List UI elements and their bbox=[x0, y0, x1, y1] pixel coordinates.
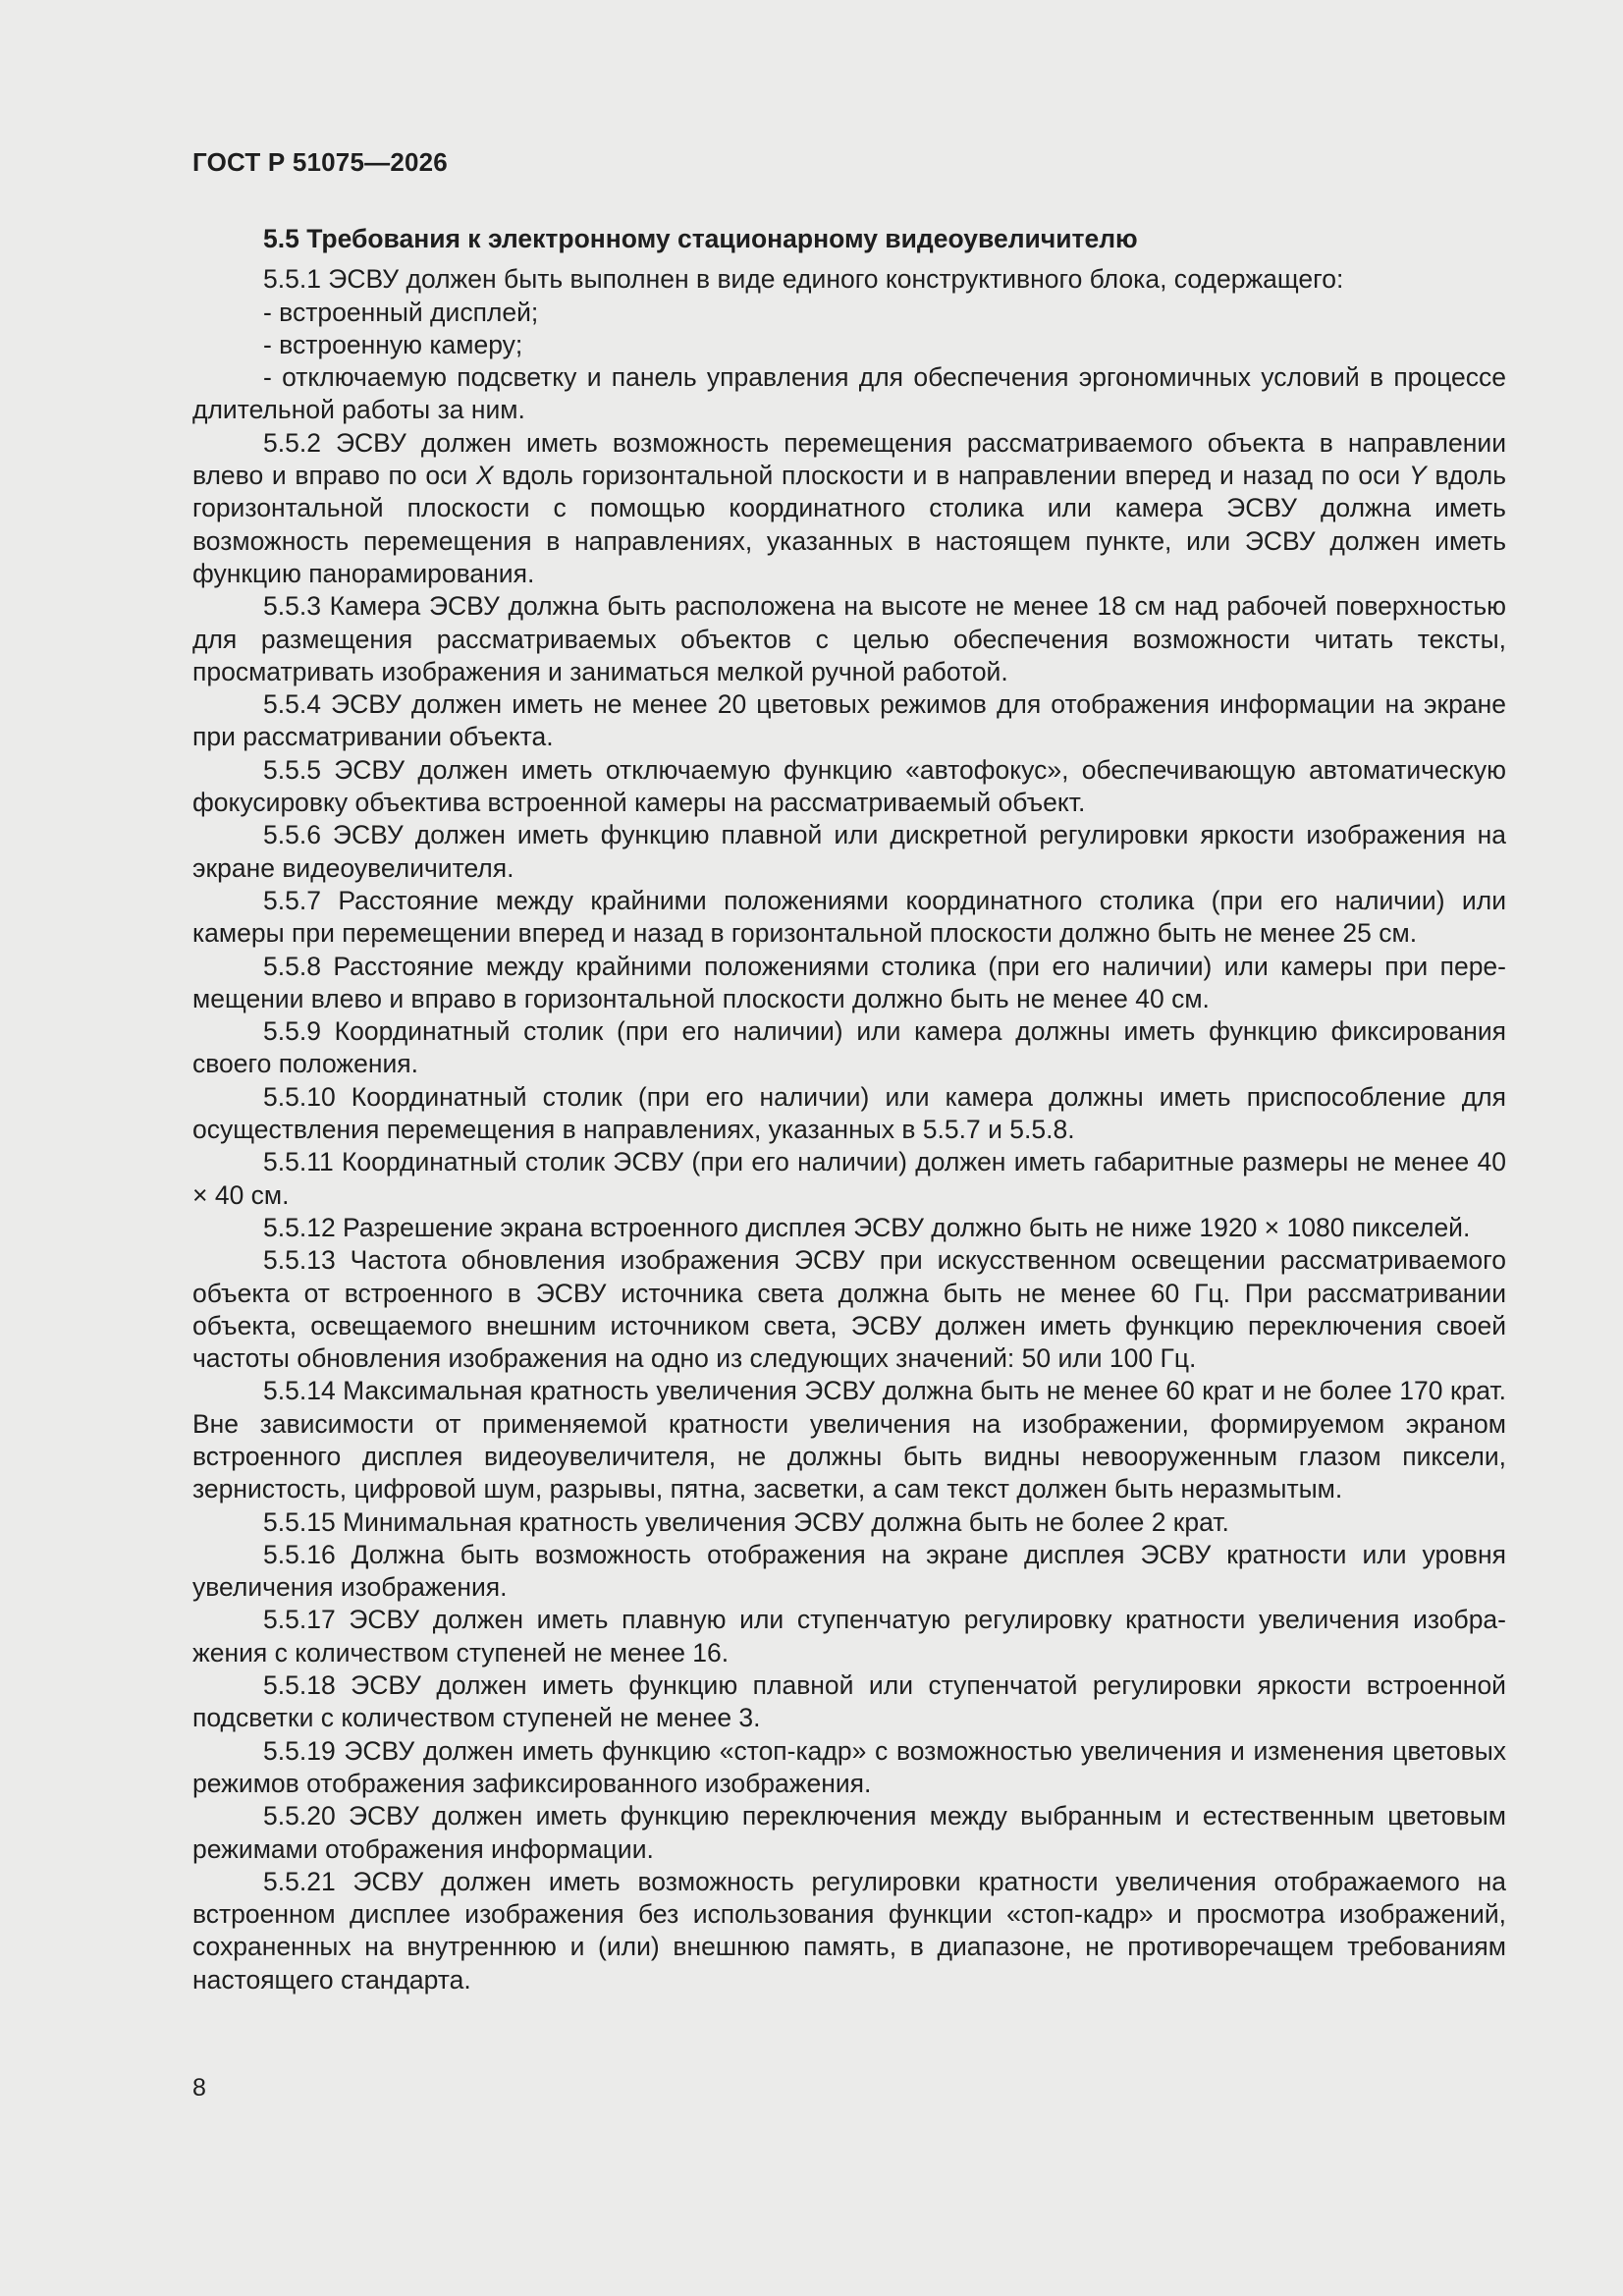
clause-5-5-19: 5.5.19 ЭСВУ должен иметь функцию «стоп-кадр» с возможностью увеличения и изменения цветовых режимов отображения зафиксированного изображения. bbox=[192, 1735, 1506, 1798]
clause-5-5-5: 5.5.5 ЭСВУ должен иметь отключаемую функцию «автофокус», обеспечивающую автоматическую фокусировку объектива встроенной камеры на рассматриваемый объект. bbox=[192, 754, 1506, 818]
document-header: ГОСТ Р 51075—2026 bbox=[192, 147, 448, 177]
section-content bbox=[192, 223, 1506, 1996]
list-item-camera: - встроенную камеру; bbox=[263, 329, 523, 359]
clause-5-5-14: 5.5.14 Максимальная кратность увеличения ЭСВУ должна быть не менее 60 крат и не более 170 крат. Вне зависимости от применяемой кратности увеличения на изображении, формируемом экраном встроенного дисплея видеоувеличителя, не должны быть видны невооруженным глазом пиксели, зернистость, цифровой шум, разрывы, пятна, засветки, а сам текст должен быть неразмытым. bbox=[192, 1376, 1506, 1504]
clause-5-5-21: 5.5.21 ЭСВУ должен иметь возможность регулировки кратности увеличения отображаемого на встроенном дисплее изображения без использования функции «стоп-кадр» и просмотра изображений, сохраненных на внутреннюю и (или) внешнюю память, в диапазоне, не противоречащем требованиям настоящего стандарта. bbox=[192, 1866, 1506, 1995]
clause-5-5-13: 5.5.13 Частота обновления изображения ЭСВУ при искусственном освещении рассматриваемого объекта от встроенного в ЭСВУ источника света должна быть не менее 60 Гц. При рассматривании объекта, освещаемого внешним источником света, ЭСВУ должен иметь функцию переключения своей частоты обновления изображения на одно из следующих значений: 50 или 100 Гц. bbox=[192, 1245, 1506, 1374]
list-item-backlight: - отключаемую подсветку и панель управления для обеспечения эргономичных условий в процессе длительной работы за ним. bbox=[192, 362, 1506, 425]
clause-5-5-4: 5.5.4 ЭСВУ должен иметь не менее 20 цветовых режимов для отображения информации на экране при рассматривании объекта. bbox=[192, 689, 1506, 752]
list-item-display: - встроенный дисплей; bbox=[263, 297, 539, 327]
clause-5-5-7: 5.5.7 Расстояние между крайними положениями координатного столика (при его наличии) или камеры при перемещении вперед и назад в горизонтальной плоскости должно быть не менее 25 см. bbox=[192, 885, 1506, 949]
clause-5-5-12: 5.5.12 Разрешение экрана встроенного дисплея ЭСВУ должно быть не ниже 1920 × 1080 пикселей. bbox=[263, 1212, 1471, 1242]
clause-5-5-9: 5.5.9 Координатный столик (при его наличии) или камера должны иметь функцию фиксирования своего положения. bbox=[192, 1016, 1506, 1079]
clause-5-5-15: 5.5.15 Минимальная кратность увеличения ЭСВУ должна быть не более 2 крат. bbox=[263, 1506, 1229, 1537]
clause-5-5-18: 5.5.18 ЭСВУ должен иметь функцию плавной или ступенчатой регулировки яркости встроенной подсветки с количеством ступеней не менее 3. bbox=[192, 1670, 1506, 1733]
clause-5-5-3: 5.5.3 Камера ЭСВУ должна быть расположена на высоте не менее 18 см над рабочей поверхностью для размещения рассматриваемых объектов с целью обеспечения возможности читать тексты, просматривать изображения и заниматься мелкой ручной работой. bbox=[192, 591, 1506, 686]
clause-5-5-17: 5.5.17 ЭСВУ должен иметь плавную или ступенчатую регулировку кратности увеличения изображения с количеством ступеней не менее 16. bbox=[192, 1605, 1506, 1667]
clause-5-5-16: 5.5.16 Должна быть возможность отображения на экране дисплея ЭСВУ кратности или уровня увеличения изображения. bbox=[192, 1539, 1506, 1603]
clause-5-5-11: 5.5.11 Координатный столик ЭСВУ (при его наличии) должен иметь габаритные размеры не менее 40 × 40 см. bbox=[192, 1147, 1506, 1210]
page-number: 8 bbox=[192, 2074, 206, 2102]
section-title: 5.5 Требования к электронному стационарному видеоувеличителю bbox=[263, 224, 1138, 253]
clause-5-5-20: 5.5.20 ЭСВУ должен иметь функцию переключения между выбранным и естественным цветовым режимами отображения информации. bbox=[192, 1801, 1506, 1864]
clause-5-5-6: 5.5.6 ЭСВУ должен иметь функцию плавной или дискретной регулировки яркости изображения на экране видеоувеличителя. bbox=[192, 820, 1506, 883]
clause-5-5-10: 5.5.10 Координатный столик (при его наличии) или камера должны иметь приспособление для осуществления перемещения в направлениях, указанных в 5.5.7 и 5.5.8. bbox=[192, 1081, 1506, 1145]
clause-5-5-2: 5.5.2 ЭСВУ должен иметь возможность перемещения рассматриваемого объекта в направлении влево и вправо по оси X вдоль горизонтальной плоскости и в направлении вперед и назад по оси Y вдоль горизонтальной плоскости с помощью координатного столика или камера ЭСВУ должна иметь возможность перемещения в направлениях, указанных в настоящем пункте, или ЭСВУ должен иметь функцию панорамирования. bbox=[192, 427, 1507, 588]
clause-5-5-8: 5.5.8 Расстояние между крайними положениями столика (при его наличии) или камеры при перемещении влево и вправо в горизонтальной плоскости должно быть не менее 40 см. bbox=[192, 951, 1506, 1013]
clause-5-5-1: 5.5.1 ЭСВУ должен быть выполнен в виде единого конструктивного блока, содержащего: bbox=[263, 264, 1344, 295]
